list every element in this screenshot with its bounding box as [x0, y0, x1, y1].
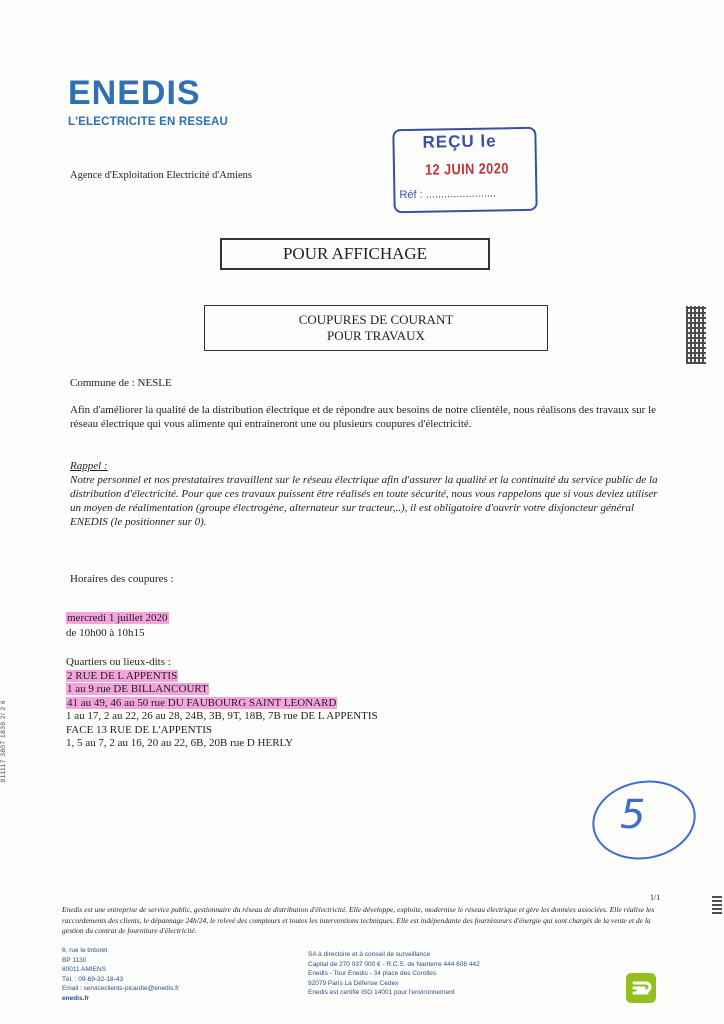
legal-line: SA à directoire et à conseil de surveillance — [308, 951, 431, 958]
legal-info — [308, 950, 480, 998]
quartiers-list — [66, 656, 378, 751]
quartiers-label: Quartiers ou lieux-dits : — [66, 656, 171, 668]
list-item: 1 au 17, 2 au 22, 26 au 28, 24B, 3B, 9T, 18B, 7B rue DE L APPENTIS — [66, 710, 378, 722]
legal-line: Enedis - Tour Enedis - 34 place des Corolles — [308, 970, 437, 977]
enedis-logo — [68, 76, 228, 128]
subtitle-box — [204, 305, 548, 351]
subtitle-line-2: POUR TRAVAUX — [327, 328, 425, 343]
legal-line: Capital de 270 037 000 € - R.C.S. de Nanterre 444 608 442 — [308, 960, 480, 968]
schedule-label: Horaires des coupures : — [70, 573, 174, 585]
address-line: 80011 AMIENS — [62, 966, 106, 973]
contact-address — [62, 946, 179, 1003]
enedis-e-icon — [626, 973, 656, 1003]
logo-tagline: L'ELECTRICITE EN RESEAU — [68, 116, 229, 128]
list-item: 2 RUE DE L APPENTIS — [67, 669, 178, 682]
footer-paragraph: Enedis est une entreprise de service public, gestionnaire du réseau de distribution d'électricité. Elle développe, exploite, modernise le réseau électrique et gère les données associées. Elle réalise les raccordements des clients, le dépannage 24h/24, le relevé des compteurs et toutes les interventions techniques. Elle est indépendante des fournisseurs d'énergie qui sont chargés de la vente et de la gestion du contrat de fourniture d'électricité. — [62, 905, 655, 935]
list-item: 1, 5 au 7, 2 au 16, 20 au 22, 6B, 20B rue D HERLY — [66, 737, 294, 749]
stamp-title: REÇU le — [422, 131, 497, 152]
title-text: POUR AFFICHAGE — [282, 244, 428, 263]
handwritten-number: 5 — [620, 792, 646, 838]
address-line: BP 1130 — [62, 956, 87, 964]
received-stamp — [392, 127, 537, 214]
list-item: 1 au 9 rue DE BILLANCOURT — [67, 683, 208, 695]
small-qr-icon — [712, 896, 722, 914]
side-print-code: 911117 3807 1839 2/ 2 6 — [0, 700, 7, 783]
title-box — [220, 238, 490, 270]
stamp-date: 12 JUIN 2020 — [424, 160, 509, 179]
outage-date: mercredi 1 juillet 2020 — [67, 612, 168, 624]
outage-time: de 10h00 à 10h15 — [66, 627, 145, 639]
rappel-paragraph: Notre personnel et nos prestataires travaillent sur le réseau électrique afin d'assurer la qualité et la continuité du service public de la distribution d'électricité. Pour que ces travaux puissent être réalisés en toute sécurité, nous vous rappelons que si vous deviez utiliser un moyen de réalimentation (groupe électrogène, alternateur sur tracteur,..), il est obligatoire d'ouvrir votre disjoncteur général ENEDIS (le positionner sur 0). — [70, 474, 658, 528]
intro-paragraph: Afin d'améliorer la qualité de la distribution électrique et de répondre aux besoins de notre clientèle, nous réalisons des travaux sur le réseau électrique qui vous alimente qui entraineront une ou plusieurs coupures d'électricité. — [70, 404, 657, 430]
list-item: 41 au 49, 46 au 50 rue DU FAUBOURG SAINT LEONARD — [67, 696, 337, 709]
legal-line: Enedis est certifié ISO 14001 pour l'environnement — [308, 989, 455, 996]
list-item: FACE 13 RUE DE L'APPENTIS — [66, 723, 213, 736]
subtitle-line-1: COUPURES DE COURANT — [298, 312, 454, 327]
address-line: 6, rue le tintoret — [62, 947, 108, 954]
commune: Commune de : NESLE — [70, 377, 172, 389]
website-link[interactable]: enedis.fr — [62, 994, 90, 1002]
agency-name: Agence d'Exploitation Electricité d'Amiens — [70, 170, 252, 181]
logo-wordmark: ENEDIS — [68, 74, 201, 112]
address-line: Tél. : 09-69-32-18-43 — [62, 975, 124, 983]
stamp-ref: Réf : ....................... — [399, 187, 497, 202]
qr-code-icon — [686, 306, 706, 364]
page-number: 1/1 — [650, 893, 661, 902]
rappel-heading: Rappel : — [70, 460, 108, 472]
email-link[interactable]: Email : serviceclients-picardie@enedis.fr — [62, 985, 180, 992]
legal-line: 92079 Paris La Défense Cedex — [308, 979, 399, 987]
